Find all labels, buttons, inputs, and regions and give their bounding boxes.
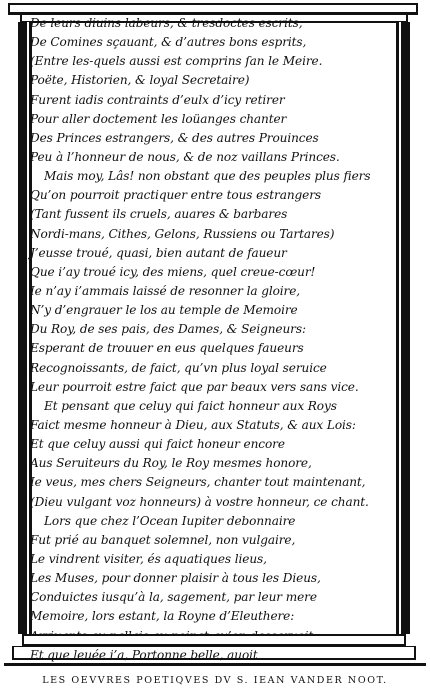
poem-line: Aus Seruiteurs du Roy, le Roy mesmes honore, <box>30 456 312 471</box>
poem-line: Et que celuy aussi qui faict honeur encore <box>30 437 285 452</box>
frame-right-pillar <box>396 22 410 634</box>
poem-line: Et pensant que celuy qui faict honneur aux Roys <box>44 398 337 413</box>
poem-line: Nordi-mans, Cithes, Gelons, Russiens ou Tartares) <box>30 226 335 241</box>
poem-line: De Comines sçauant, & d’autres bons esprits, <box>30 35 307 50</box>
poem-line: Ie n’ay i’ammais laissé de resonner la gloire, <box>30 283 301 298</box>
poem-line: Faict mesme honneur à Dieu, aux Statuts, & aux Lois: <box>30 417 356 432</box>
poem-line: De leurs diuins labeurs, & tresdoctes escrits, <box>30 16 303 30</box>
frame-base-upper <box>22 634 406 646</box>
running-title: LES OEVVRES POETIQVES DV S. IEAN VANDER NOOT. <box>42 675 388 686</box>
poem-line: Poëte, Historien, & loyal Secretaire) <box>30 73 250 88</box>
poem-line: N’y d’engrauer le los au temple de Memoire <box>30 303 298 318</box>
poem-line: Peu à l’honneur de nous, & de noz vaillans Princes. <box>30 149 340 164</box>
poem-line: Ie veus, mes chers Seigneurs, chanter tout maintenant, <box>30 475 366 490</box>
poem-text <box>30 14 382 665</box>
poem-line: Le vindrent visiter, és aquatiques lieus, <box>30 551 267 566</box>
poem-line: Des Princes estrangers, & des autres Prouinces <box>30 130 319 145</box>
poem-line: Et que leuée i’a, Portonne belle, auoit <box>30 647 258 662</box>
poem-line: Que i’ay troué icy, des miens, quel creue-cœur! <box>30 264 316 279</box>
poem-line: Memoire, lors estant, la Royne d’Eleuthere: <box>30 609 295 624</box>
poem-line: Esperant de trouuer en eus quelques faueurs <box>30 341 304 356</box>
poem-line: Fut prié au banquet solemnel, non vulgaire, <box>30 532 296 547</box>
poem-line: Mais moy, Lâs! non obstant que des peuples plus fiers <box>44 169 371 184</box>
poem-line: Leur pourroit estre faict que par beaux vers sans vice. <box>30 379 359 394</box>
poem-line: Les Muses, pour donner plaisir à tous les Dieus, <box>30 571 321 586</box>
poem-line: Lors que chez l’Ocean Iupiter debonnaire <box>44 513 296 528</box>
poem-line: (Tant fussent ils cruels, auares & barbares <box>30 207 288 222</box>
poem-line: Recognoissants, de faict, qu’vn plus loyal seruice <box>30 360 327 375</box>
poem-line: Pour aller doctement les loüanges chanter <box>30 111 287 126</box>
poem-line: Conduictes iusqu’à la, sagement, par leur mere <box>30 590 317 605</box>
poem-line: (Entre les-quels aussi est comprins ſan le Meire. <box>30 54 323 69</box>
frame-base-middle <box>12 646 416 660</box>
poem-line: Furent iadis contraints d’eulx d’icy retirer <box>30 92 285 107</box>
poem-line: J’eusse troué, quasi, bien autant de faueur <box>30 245 287 260</box>
frame-base-lower <box>4 660 426 666</box>
poem-line: (Dieu vulgant voz honneurs) à vostre honneur, ce chant. <box>30 494 369 509</box>
poem-line: Du Roy, de ses pais, des Dames, & Seigneurs: <box>30 322 306 337</box>
poem-line: Qu’on pourroit practiquer entre tous estrangers <box>30 188 321 203</box>
